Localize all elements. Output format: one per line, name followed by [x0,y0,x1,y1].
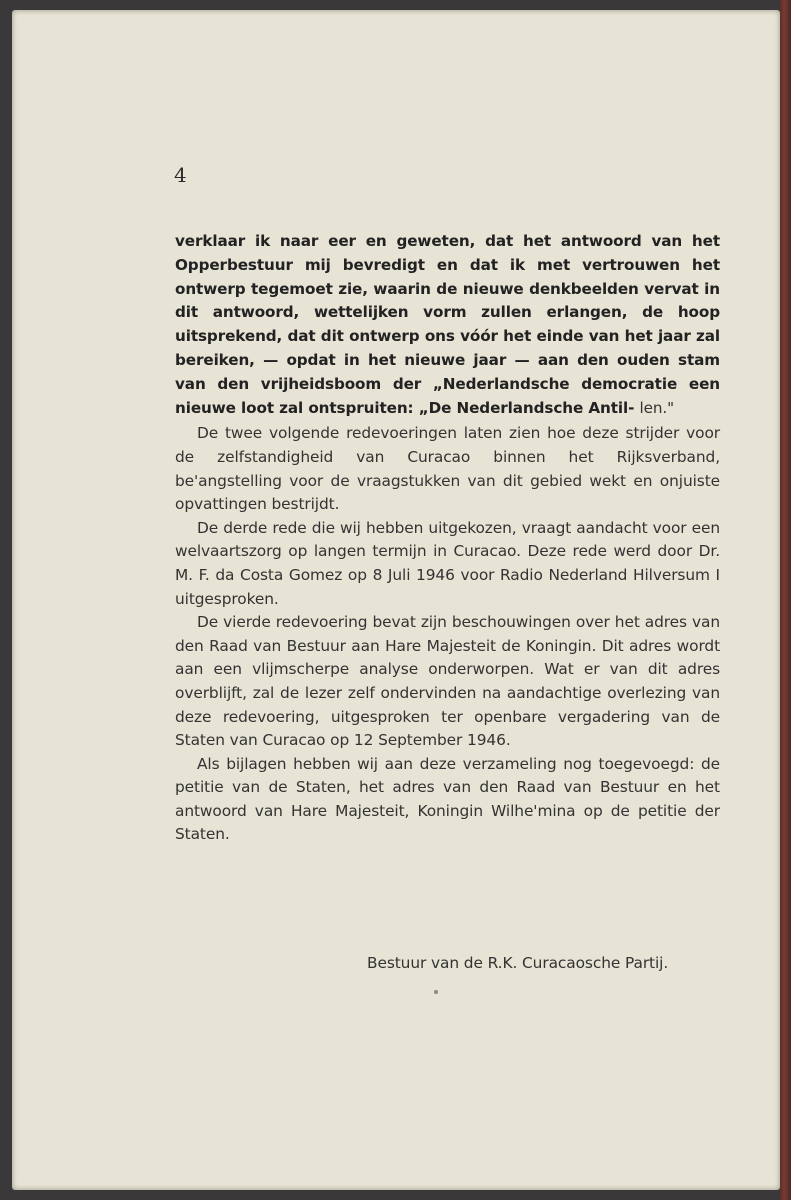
paragraph-1: De twee volgende redevoeringen laten zien hoe deze strijder voor de zelfstandigheid van Curacao binnen het Rijksverband, be'angstelling voor de vraagstukken van dit gebied wekt en onjuiste opvattingen bestrijdt. [175,424,720,514]
ink-dot [434,990,438,994]
paragraph-3: De vierde redevoering bevat zijn beschouwingen over het adres van den Raad van Bestuur aan Hare Majesteit de Koningin. Dit adres wordt aan een vlijmscherpe analyse onderworpen. Wat er van dit adres overblijft, zal de lezer zelf ondervinden na aandachtige overlezing van deze redevoering, uitgesproken ter openbare vergadering van de Staten van Curacao op 12 September 1946. [175,613,720,750]
signature: Bestuur van de R.K. Curacaosche Partij. [367,954,669,972]
intro-paragraph [175,230,720,420]
page-number: 4 [174,163,187,187]
paragraph-2: De derde rede die wij hebben uitgekozen, vraagt aandacht voor een welvaartszorg op langen termijn in Curacao. Deze rede werd door Dr. M. F. da Costa Gomez op 8 Juli 1946 voor Radio Nederland Hilversum I uitgesproken. [175,518,720,608]
body-text [175,230,720,847]
book-spine-edge [780,0,791,1200]
intro-paragraph-tail: len." [639,398,674,417]
intro-paragraph-text: verklaar ik naar eer en geweten, dat het antwoord van het Opperbestuur mij bevredigt en dat ik met vertrouwen het ontwerp tegemoet zie, waarin de nieuwe denkbeelden vervat in dit antwoord, wettelijken vorm zullen erlangen, de hoop uitsprekend, dat dit ontwerp ons vóór het einde van het jaar zal bereiken, — opdat in het nieuwe jaar — aan den ouden stam van den vrijheidsboom der „Nederlandsche democratie een nieuwe loot zal ontspruiten: „De Nederlandsche Antil- [175,232,720,417]
paragraph-4: Als bijlagen hebben wij aan deze verzameling nog toegevoegd: de petitie van de Staten, het adres van den Raad van Bestuur en het antwoord van Hare Majesteit, Koningin Wilhe'mina op de petitie der Staten. [175,754,720,844]
document-page [12,10,780,1190]
